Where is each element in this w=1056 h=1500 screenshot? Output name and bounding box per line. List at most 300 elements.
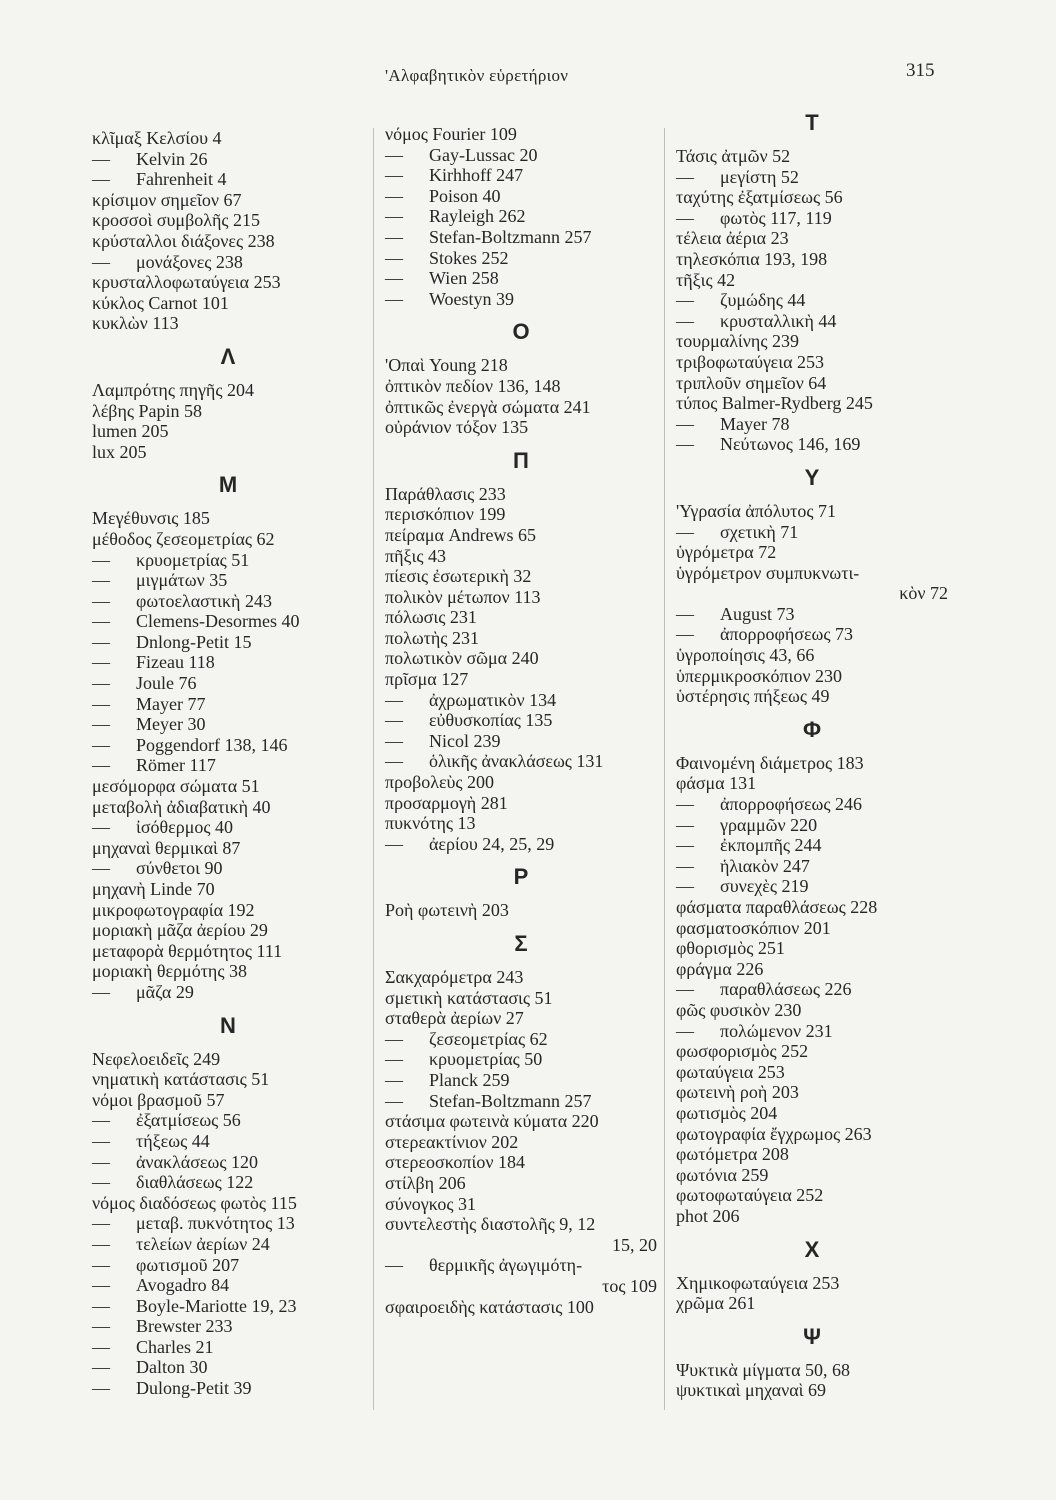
entry-text: Ροὴ φωτεινὴ 203 bbox=[385, 900, 509, 921]
entry-text: φωτογραφία ἔγχρωμος 263 bbox=[676, 1123, 872, 1144]
index-entry bbox=[92, 231, 364, 252]
entry-text: τῆξις 42 bbox=[676, 269, 736, 290]
index-entry bbox=[92, 776, 364, 797]
index-entry bbox=[385, 988, 657, 1009]
entry-text: Gay-Lussac 20 bbox=[429, 144, 538, 165]
index-entry bbox=[385, 376, 657, 397]
entry-text: σχετικὴ 71 bbox=[720, 521, 799, 542]
entry-text: φωτόμετρα 208 bbox=[676, 1144, 789, 1165]
entry-text: γραμμῶν 220 bbox=[720, 814, 818, 835]
entry-text: συντελεστὴς διαστολῆς 9, 12 bbox=[385, 1214, 596, 1235]
index-entry bbox=[92, 272, 364, 293]
index-entry bbox=[385, 525, 657, 546]
entry-text: ἐξατμίσεως 56 bbox=[136, 1110, 241, 1131]
index-subentry bbox=[92, 982, 364, 1003]
entry-text: τελείων ἀερίων 24 bbox=[136, 1233, 270, 1254]
entry-text: στερεακτίνιον 202 bbox=[385, 1131, 519, 1152]
index-entry bbox=[676, 1380, 948, 1401]
index-subentry bbox=[92, 632, 364, 653]
index-entry bbox=[676, 563, 948, 584]
index-entry bbox=[676, 1293, 948, 1314]
entry-text: κρίσιμον σημεῖον 67 bbox=[92, 189, 242, 210]
index-entry bbox=[676, 331, 948, 352]
entry-text: ὑγρόμετρον συμπυκνωτι- bbox=[676, 562, 860, 583]
entry-text: ἀχρωματικὸν 134 bbox=[429, 689, 557, 710]
index-entry bbox=[92, 1069, 364, 1090]
index-entry bbox=[676, 1273, 948, 1294]
entry-text: σύνογκος 31 bbox=[385, 1193, 477, 1214]
entry-text: ταχύτης ἐξατμίσεως 56 bbox=[676, 187, 843, 208]
index-entry bbox=[92, 941, 364, 962]
entry-text: ἀπορροφήσεως 246 bbox=[720, 794, 863, 815]
entry-text: φωτόνια 259 bbox=[676, 1164, 769, 1185]
entry-text: Charles 21 bbox=[136, 1336, 214, 1357]
index-subentry bbox=[676, 434, 948, 455]
index-entry bbox=[676, 249, 948, 270]
index-entry bbox=[92, 838, 364, 859]
entry-text: Ψυκτικὰ μίγματα 50, 68 bbox=[676, 1359, 851, 1380]
entry-text: κλῖμαξ Κελσίου 4 bbox=[92, 128, 222, 148]
index-subentry bbox=[92, 673, 364, 694]
index-entry bbox=[92, 313, 364, 334]
entry-text: παραθλάσεως 226 bbox=[720, 979, 852, 1000]
index-subentry bbox=[385, 1070, 657, 1091]
entry-text: ἡλιακὸν 247 bbox=[720, 855, 810, 876]
entry-text: τριβοφωταύγεια 253 bbox=[676, 351, 825, 372]
index-entry bbox=[676, 959, 948, 980]
index-entry bbox=[385, 669, 657, 690]
entry-text: στερεοσκοπίον 184 bbox=[385, 1152, 525, 1173]
entry-text: μηχανὴ Linde 70 bbox=[92, 879, 215, 899]
running-header: 'Αλφαβητικὸν εὑρετήριον bbox=[385, 66, 569, 85]
entry-text: νόμος Fourier 109 bbox=[385, 124, 517, 144]
index-entry bbox=[92, 797, 364, 818]
entry-text: τηλεσκόπια 193, 198 bbox=[676, 248, 828, 269]
index-entry bbox=[92, 1090, 364, 1111]
entry-text: φάσματα παραθλάσεως 228 bbox=[676, 897, 878, 917]
index-subentry bbox=[676, 604, 948, 625]
index-subentry bbox=[92, 858, 364, 879]
entry-text: Νεύτωνος 146, 169 bbox=[720, 434, 861, 455]
entry-text: Mayer 77 bbox=[136, 693, 206, 714]
index-subentry bbox=[385, 1029, 657, 1050]
entry-text: lumen 205 bbox=[92, 421, 169, 442]
entry-text: 15, 20 bbox=[612, 1234, 657, 1255]
index-subentry bbox=[92, 1152, 364, 1173]
entry-text: Τάσις ἀτμῶν 52 bbox=[676, 146, 791, 166]
entry-text: κὸν 72 bbox=[899, 583, 948, 604]
entry-text: Poggendorf 138, 146 bbox=[136, 734, 288, 755]
index-entry bbox=[385, 1214, 657, 1235]
index-subentry bbox=[385, 834, 657, 855]
entry-text: Λαμπρότης πηγῆς 204 bbox=[92, 379, 254, 400]
index-column-left bbox=[92, 128, 364, 1399]
index-subentry bbox=[385, 268, 657, 289]
index-subentry bbox=[676, 290, 948, 311]
index-subentry bbox=[92, 694, 364, 715]
index-subentry bbox=[92, 252, 364, 273]
entry-text: φράγμα 226 bbox=[676, 958, 764, 979]
section-letter: Σ bbox=[514, 931, 528, 956]
index-entry bbox=[676, 1000, 948, 1021]
entry-text: Μεγέθυνσις 185 bbox=[92, 508, 210, 529]
index-entry bbox=[676, 666, 948, 687]
entry-text: Fahrenheit 4 bbox=[136, 169, 227, 190]
entry-text: Rayleigh 262 bbox=[429, 206, 526, 227]
index-entry bbox=[92, 401, 364, 422]
entry-text: 'Οπαὶ Young 218 bbox=[385, 355, 508, 376]
index-subentry bbox=[676, 794, 948, 815]
index-entry bbox=[385, 793, 657, 814]
index-entry bbox=[385, 124, 657, 145]
index-entry bbox=[385, 355, 657, 376]
index-subentry bbox=[92, 550, 364, 571]
entry-text: μιγμάτων 35 bbox=[136, 570, 228, 591]
index-subentry bbox=[92, 570, 364, 591]
index-entry bbox=[92, 210, 364, 231]
index-subentry bbox=[92, 1275, 364, 1296]
entry-text: ἀνακλάσεως 120 bbox=[136, 1151, 258, 1172]
entry-text: μᾶζα 29 bbox=[136, 981, 194, 1002]
index-entry bbox=[385, 417, 657, 438]
index-subentry bbox=[676, 856, 948, 877]
index-subentry bbox=[92, 1234, 364, 1255]
entry-text: Παράθλασις 233 bbox=[385, 483, 506, 504]
section-letter: Π bbox=[513, 447, 529, 473]
index-entry bbox=[676, 501, 948, 522]
index-subentry bbox=[676, 815, 948, 836]
entry-text: Dulong-Petit 39 bbox=[136, 1378, 252, 1399]
entry-text: πῆξις 43 bbox=[385, 545, 446, 566]
entry-text: ὑγρόμετρα 72 bbox=[676, 542, 777, 563]
entry-text: μονάξονες 238 bbox=[136, 251, 243, 272]
index-subentry bbox=[676, 624, 948, 645]
index-entry bbox=[385, 1132, 657, 1153]
entry-text: Mayer 78 bbox=[720, 413, 790, 434]
index-entry bbox=[676, 1124, 948, 1145]
index-subentry bbox=[92, 1131, 364, 1152]
index-entry bbox=[676, 1165, 948, 1186]
entry-text: φωσφορισμὸς 252 bbox=[676, 1041, 809, 1062]
entry-text: σμετικὴ κατάστασις 51 bbox=[385, 987, 553, 1008]
entry-text: πυκνότης 13 bbox=[385, 813, 476, 834]
index-subentry bbox=[385, 731, 657, 752]
entry-text: Nicol 239 bbox=[429, 730, 501, 751]
entry-text: μεταβολὴ ἀδιαβατικὴ 40 bbox=[92, 796, 271, 817]
entry-text: Clemens-Desormes 40 bbox=[136, 611, 300, 632]
entry-text: φθορισμὸς 251 bbox=[676, 938, 785, 959]
entry-text: μηχαναὶ θερμικαὶ 87 bbox=[92, 837, 241, 858]
index-entry bbox=[92, 1049, 364, 1070]
index-entry bbox=[92, 128, 364, 149]
entry-text: ὀπτικὸν πεδίον 136, 148 bbox=[385, 375, 561, 396]
entry-text: Fizeau 118 bbox=[136, 652, 215, 673]
index-subentry bbox=[385, 751, 657, 772]
entry-text: κρυομετρίας 51 bbox=[136, 549, 250, 570]
index-entry bbox=[676, 1082, 948, 1103]
index-subentry bbox=[92, 817, 364, 838]
index-entry bbox=[385, 648, 657, 669]
entry-text: Dalton 30 bbox=[136, 1357, 208, 1378]
index-entry bbox=[92, 421, 364, 442]
index-subentry bbox=[385, 227, 657, 248]
entry-text: Meyer 30 bbox=[136, 714, 206, 735]
entry-text: πόλωσις 231 bbox=[385, 607, 477, 628]
index-subentry bbox=[92, 1110, 364, 1131]
entry-text: φωτοελαστικὴ 243 bbox=[136, 590, 272, 611]
entry-text: πείραμα Andrews 65 bbox=[385, 524, 536, 545]
index-entry bbox=[385, 1297, 657, 1318]
entry-text: πολωτικὸν σῶμα 240 bbox=[385, 648, 539, 669]
entry-text: τήξεως 44 bbox=[136, 1130, 210, 1151]
entry-text: νόμος διαδόσεως φωτὸς 115 bbox=[92, 1192, 297, 1213]
index-entry bbox=[92, 380, 364, 401]
entry-text: μεσόμορφα σώματα 51 bbox=[92, 776, 260, 797]
index-entry bbox=[92, 508, 364, 529]
index-entry bbox=[92, 529, 364, 550]
entry-text: σταθερὰ ἀερίων 27 bbox=[385, 1008, 524, 1029]
index-entry bbox=[385, 397, 657, 418]
index-entry bbox=[385, 967, 657, 988]
index-subentry bbox=[676, 522, 948, 543]
index-entry bbox=[676, 938, 948, 959]
index-entry bbox=[676, 270, 948, 291]
entry-text: ὁλικῆς ἀνακλάσεως 131 bbox=[429, 751, 604, 772]
entry-text: κρύσταλλοι διάξονες 238 bbox=[92, 230, 275, 251]
entry-text: φωτισμὸς 204 bbox=[676, 1102, 778, 1123]
entry-text: August 73 bbox=[720, 603, 795, 624]
index-entry bbox=[385, 587, 657, 608]
entry-text: πολικὸν μέτωπον 113 bbox=[385, 586, 541, 607]
entry-text: Brewster 233 bbox=[136, 1316, 233, 1337]
entry-text: φωταύγεια 253 bbox=[676, 1061, 785, 1082]
index-entry bbox=[676, 542, 948, 563]
index-subentry bbox=[676, 1021, 948, 1042]
entry-text: οὐράνιον τόξον 135 bbox=[385, 417, 529, 438]
index-entry bbox=[676, 645, 948, 666]
entry-text: τουρμαλίνης 239 bbox=[676, 331, 799, 352]
section-letter: Ν bbox=[220, 1012, 236, 1038]
entry-text: Χημικοφωταύγεια 253 bbox=[676, 1272, 840, 1293]
index-subentry bbox=[92, 611, 364, 632]
entry-text: ὑπερμικροσκόπιον 230 bbox=[676, 665, 843, 686]
index-subentry bbox=[385, 248, 657, 269]
index-subentry bbox=[676, 979, 948, 1000]
entry-text: χρῶμα 261 bbox=[676, 1293, 756, 1314]
entry-text: ἀπορροφήσεως 73 bbox=[720, 624, 854, 645]
index-subentry bbox=[92, 1255, 364, 1276]
entry-text: φωτισμοῦ 207 bbox=[136, 1254, 240, 1275]
index-entry bbox=[92, 920, 364, 941]
entry-text: lux 205 bbox=[92, 441, 147, 462]
index-entry bbox=[385, 546, 657, 567]
index-entry bbox=[676, 753, 948, 774]
index-entry bbox=[676, 1062, 948, 1083]
index-subentry bbox=[676, 414, 948, 435]
entry-text: Σακχαρόμετρα 243 bbox=[385, 967, 524, 987]
entry-text: νηματικὴ κατάστασις 51 bbox=[92, 1069, 270, 1090]
entry-text: κρυσταλλοφωταύγεια 253 bbox=[92, 272, 281, 293]
index-entry bbox=[676, 1206, 948, 1227]
entry-text: κυκλὼν 113 bbox=[92, 313, 179, 334]
index-entry bbox=[92, 293, 364, 314]
section-letter: Τ bbox=[805, 110, 819, 135]
index-subentry bbox=[676, 835, 948, 856]
index-subentry bbox=[385, 1049, 657, 1070]
index-entry bbox=[385, 484, 657, 505]
entry-text: ὑγροποίησις 43, 66 bbox=[676, 645, 815, 666]
entry-text: ἰσόθερμος 40 bbox=[136, 817, 233, 838]
entry-text: στίλβη 206 bbox=[385, 1172, 466, 1193]
index-entry bbox=[385, 504, 657, 525]
entry-text: πολώμενον 231 bbox=[720, 1020, 833, 1041]
entry-text: μεταβ. πυκνότητος 13 bbox=[136, 1213, 295, 1234]
index-entry bbox=[385, 628, 657, 649]
entry-text: τέλεια ἀέρια 23 bbox=[676, 228, 789, 249]
index-entry bbox=[385, 1008, 657, 1029]
index-entry bbox=[676, 918, 948, 939]
page-number: 315 bbox=[906, 60, 935, 81]
index-entry bbox=[676, 897, 948, 918]
index-subentry bbox=[385, 165, 657, 186]
entry-text: φωτεινὴ ροὴ 203 bbox=[676, 1082, 799, 1103]
entry-text: κρυομετρίας 50 bbox=[429, 1049, 543, 1070]
index-entry bbox=[676, 1103, 948, 1124]
entry-text: ζεσεομετρίας 62 bbox=[429, 1028, 548, 1049]
entry-text: κροσσοὶ συμβολῆς 215 bbox=[92, 210, 260, 231]
index-entry bbox=[92, 1193, 364, 1214]
entry-text: ἀερίου 24, 25, 29 bbox=[429, 833, 555, 854]
index-entry bbox=[676, 1185, 948, 1206]
index-subentry bbox=[92, 1337, 364, 1358]
entry-text: Wien 258 bbox=[429, 268, 499, 289]
index-subentry bbox=[676, 208, 948, 229]
entry-text: θερμικῆς ἀγωγιμότη- bbox=[429, 1255, 583, 1276]
entry-text: σύνθετοι 90 bbox=[136, 858, 223, 879]
entry-text: Poison 40 bbox=[429, 185, 501, 206]
entry-text: ἐκπομπῆς 244 bbox=[720, 835, 822, 856]
index-subentry bbox=[676, 876, 948, 897]
entry-text: φῶς φυσικὸν 230 bbox=[676, 999, 802, 1020]
entry-text: πολωτὴς 231 bbox=[385, 627, 479, 648]
column-rule-left bbox=[373, 128, 374, 1410]
index-entry bbox=[92, 442, 364, 463]
entry-text: ψυκτικαὶ μηχαναὶ 69 bbox=[676, 1380, 827, 1401]
entry-text: Kelvin 26 bbox=[136, 148, 208, 169]
index-subentry bbox=[92, 1316, 364, 1337]
index-column-middle bbox=[385, 124, 657, 1317]
entry-text: φωτοφωταύγεια 252 bbox=[676, 1185, 824, 1206]
index-subentry bbox=[92, 652, 364, 673]
entry-text: τριπλοῦν σημεῖον 64 bbox=[676, 372, 827, 393]
index-subentry bbox=[676, 311, 948, 332]
section-letter: Μ bbox=[218, 472, 238, 498]
index-entry bbox=[385, 1173, 657, 1194]
entry-text: Planck 259 bbox=[429, 1069, 510, 1090]
entry-text: Joule 76 bbox=[136, 673, 197, 694]
entry-text: νόμοι βρασμοῦ 57 bbox=[92, 1089, 225, 1110]
entry-text: Φαινομένη διάμετρος 183 bbox=[676, 752, 864, 773]
entry-text: Römer 117 bbox=[136, 755, 216, 776]
index-subentry bbox=[92, 735, 364, 756]
index-entry bbox=[676, 352, 948, 373]
section-letter: Χ bbox=[804, 1236, 820, 1262]
index-entry bbox=[676, 1360, 948, 1381]
index-entry bbox=[676, 1041, 948, 1062]
index-entry bbox=[92, 190, 364, 211]
index-entry bbox=[676, 187, 948, 208]
index-entry bbox=[676, 373, 948, 394]
entry-text: Woestyn 39 bbox=[429, 288, 515, 309]
entry-text: Νεφελοειδεῖς 249 bbox=[92, 1048, 221, 1069]
entry-text: τύπος Balmer-Rydberg 245 bbox=[676, 393, 873, 414]
index-subentry bbox=[92, 1213, 364, 1234]
index-entry bbox=[385, 772, 657, 793]
index-entry bbox=[385, 1111, 657, 1132]
entry-text: Stefan-Boltzmann 257 bbox=[429, 1090, 592, 1111]
index-subentry bbox=[385, 206, 657, 227]
index-subentry bbox=[676, 167, 948, 188]
entry-text: Dnlong-Petit 15 bbox=[136, 631, 252, 652]
index-entry bbox=[385, 1194, 657, 1215]
entry-text: τος 109 bbox=[602, 1275, 657, 1296]
entry-text: μεταφορὰ θερμότητος 111 bbox=[92, 940, 283, 961]
entry-text: μεγίστη 52 bbox=[720, 166, 799, 187]
index-column-right bbox=[676, 100, 948, 1401]
entry-text: 'Υγρασία ἀπόλυτος 71 bbox=[676, 500, 836, 521]
index-subentry bbox=[385, 690, 657, 711]
entry-text: Stefan-Boltzmann 257 bbox=[429, 226, 592, 247]
index-subentry bbox=[385, 289, 657, 310]
index-entry bbox=[676, 393, 948, 414]
section-letter: Ρ bbox=[513, 864, 529, 890]
index-subentry bbox=[92, 169, 364, 190]
index-subentry bbox=[385, 1255, 657, 1276]
index-entry bbox=[385, 566, 657, 587]
index-entry bbox=[676, 686, 948, 707]
entry-text: προσαρμογὴ 281 bbox=[385, 792, 508, 813]
index-continuation bbox=[385, 1235, 657, 1256]
entry-text: Stokes 252 bbox=[429, 247, 509, 268]
index-subentry bbox=[385, 710, 657, 731]
index-entry bbox=[676, 773, 948, 794]
entry-text: στάσιμα φωτεινὰ κύματα 220 bbox=[385, 1111, 599, 1132]
index-continuation bbox=[676, 583, 948, 604]
entry-text: φάσμα 131 bbox=[676, 773, 757, 794]
index-entry bbox=[385, 900, 657, 921]
section-letter: Λ bbox=[220, 343, 236, 369]
entry-text: ὀπτικῶς ἐνεργὰ σώματα 241 bbox=[385, 396, 591, 417]
index-subentry bbox=[92, 1172, 364, 1193]
index-entry bbox=[385, 607, 657, 628]
entry-text: Boyle-Mariotte 19, 23 bbox=[136, 1295, 297, 1316]
entry-text: φασματοσκόπιον 201 bbox=[676, 917, 831, 938]
index-entry bbox=[676, 228, 948, 249]
index-entry bbox=[385, 813, 657, 834]
entry-text: λέβης Papin 58 bbox=[92, 400, 202, 421]
entry-text: προβολεὺς 200 bbox=[385, 772, 495, 793]
column-rule-right bbox=[664, 128, 665, 1410]
entry-text: φωτὸς 117, 119 bbox=[720, 207, 832, 228]
entry-text: μοριακὴ θερμότης 38 bbox=[92, 961, 247, 982]
entry-text: πρῖσμα 127 bbox=[385, 669, 469, 690]
index-entry bbox=[676, 1144, 948, 1165]
entry-text: σφαιροειδὴς κατάστασις 100 bbox=[385, 1296, 594, 1317]
index-subentry bbox=[92, 755, 364, 776]
section-letter: Ο bbox=[512, 319, 530, 345]
index-entry bbox=[92, 879, 364, 900]
index-subentry bbox=[385, 186, 657, 207]
